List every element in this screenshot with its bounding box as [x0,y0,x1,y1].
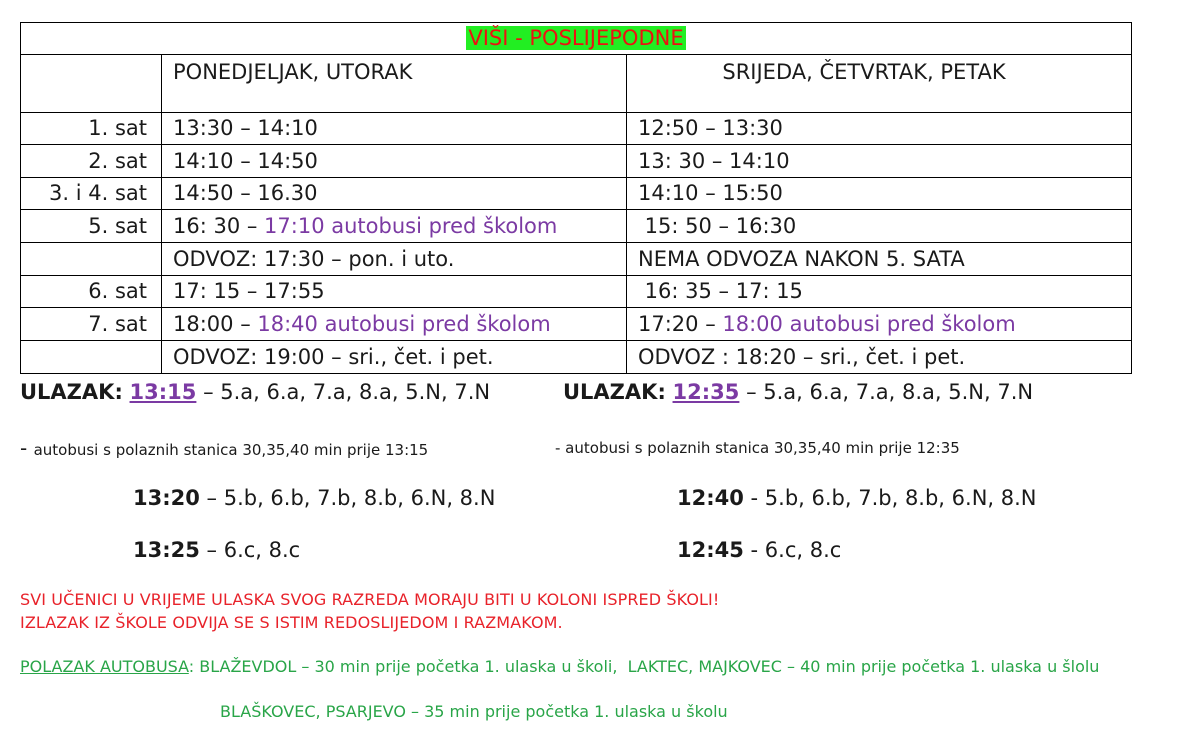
header-wed-fri-label: SRIJEDA, ČETVRTAK, PETAK [722,60,1006,84]
note-right: - autobusi s polaznih stanica 30,35,40 min prije 12:35 [555,439,960,457]
table-row [21,308,1132,341]
bus-highlight: 18:00 autobusi pred školom [722,311,1016,336]
wed-fri-odvoz: ODVOZ : 18:20 – sri., čet. i pet. [627,341,1132,374]
entry-classes: – 5.a, 6.a, 7.a, 8.a, 5.N, 7.N [739,380,1034,404]
time-range: 18:00 – [173,311,258,336]
note-text: autobusi s polaznih stanica 30,35,40 min prije 13:15 [33,441,429,459]
wed-fri-odvoz: NEMA ODVOZA NAKON 5. SATA [627,243,1132,276]
table-row [21,243,1132,276]
schedule-table [20,22,1132,374]
entry-classes: – 5.a, 6.a, 7.a, 8.a, 5.N, 7.N [196,380,491,404]
header-wed-fri [627,55,1132,113]
entry-label: ULAZAK: [20,380,123,404]
period-label: 2. sat [21,145,162,178]
wed-fri-time: 15: 50 – 16:30 [627,210,1132,243]
header-mon-tue: PONEDJELJAK, UTORAK [162,55,627,113]
mon-tue-time: 14:10 – 14:50 [162,145,627,178]
warning-line: IZLAZAK IZ ŠKOLE ODVIJA SE S ISTIM REDOSLIJEDOM I RAZMAKOM. [20,613,563,632]
group-line [677,486,1037,510]
entry-time: 13:15 [129,380,197,404]
mon-tue-time: 14:50 – 16.30 [162,178,627,210]
wed-fri-time: 13: 30 – 14:10 [627,145,1132,178]
bus-colon: : [188,657,195,676]
table-title-cell [21,23,1132,55]
note-left [20,436,428,460]
entry-label: ULAZAK: [563,380,666,404]
bus-highlight: 17:10 autobusi pred školom [264,213,558,238]
period-label [21,341,162,374]
bus-label: POLAZAK AUTOBUSA [20,657,189,676]
mon-tue-time [162,308,627,341]
entry-right [563,380,1033,404]
group-line [677,538,841,562]
mon-tue-time [162,210,627,243]
period-label [21,243,162,276]
header-empty-cell [21,55,162,113]
table-row [21,113,1132,145]
table-row [21,145,1132,178]
group-classes: - 5.b, 6.b, 7.b, 8.b, 6.N, 8.N [743,486,1037,510]
bus-line-1: BLAŽEVDOL – 30 min prije početka 1. ulaska u školi, LAKTEC, MAJKOVEC – 40 min prije početka 1. ulaska u šlolu [194,657,1100,676]
wed-fri-time: 16: 35 – 17: 15 [627,276,1132,308]
time-range: 16: 30 – [173,213,265,238]
group-classes: – 5.b, 6.b, 7.b, 8.b, 6.N, 8.N [199,486,496,510]
mon-tue-time: 17: 15 – 17:55 [162,276,627,308]
bus-highlight: 18:40 autobusi pred školom [257,311,551,336]
period-label: 3. i 4. sat [21,178,162,210]
table-header-row [21,55,1132,113]
group-time: 13:25 [133,538,200,562]
wed-fri-time: 14:10 – 15:50 [627,178,1132,210]
mon-tue-odvoz: ODVOZ: 19:00 – sri., čet. i pet. [162,341,627,374]
table-title-row [21,23,1132,55]
group-classes: – 6.c, 8.c [199,538,301,562]
period-label: 7. sat [21,308,162,341]
group-time: 13:20 [133,486,200,510]
group-classes: - 6.c, 8.c [743,538,842,562]
entry-left [20,380,490,404]
warning-line: SVI UČENICI U VRIJEME ULASKA SVOG RAZREDA MORAJU BITI U KOLONI ISPRED ŠKOLI! [20,590,720,609]
table-row [21,341,1132,374]
table-row [21,178,1132,210]
entry-time: 12:35 [672,380,740,404]
group-line [133,538,300,562]
table-title: VIŠI - POSLIJEPODNE [468,26,684,50]
wed-fri-time: 12:50 – 13:30 [627,113,1132,145]
group-line [133,486,495,510]
table-row [21,210,1132,243]
table-row [21,276,1132,308]
bus-line-2: BLAŠKOVEC, PSARJEVO – 35 min prije početka 1. ulaska u školu [220,702,728,721]
wed-fri-time [627,308,1132,341]
note-dash: - [20,436,34,460]
mon-tue-time: 13:30 – 14:10 [162,113,627,145]
group-time: 12:40 [677,486,744,510]
period-label: 5. sat [21,210,162,243]
period-label: 1. sat [21,113,162,145]
mon-tue-odvoz: ODVOZ: 17:30 – pon. i uto. [162,243,627,276]
time-range: 17:20 – [638,311,723,336]
period-label: 6. sat [21,276,162,308]
bus-departure-line [20,657,1099,676]
group-time: 12:45 [677,538,744,562]
